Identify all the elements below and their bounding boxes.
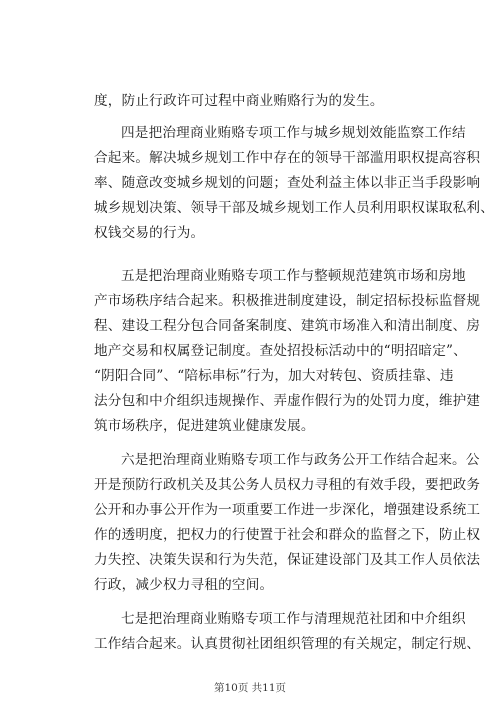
- paragraph-4-line: 公开和办事公开作为一项重要工作进一步深化，增强建设系统工: [94, 502, 481, 518]
- paragraph-2-line: 四是把治理商业贿赂专项工作与城乡规划效能监察工作结: [121, 125, 466, 141]
- paragraph-3-line: 程、建设工程分包合同备案制度、建筑市场准入和清出制度、房: [94, 318, 481, 334]
- paragraph-4-line: 作的透明度，把权力的行使置于社会和群众的监督之下，防止权: [94, 527, 481, 543]
- paragraph-3-line: 五是把治理商业贿赂专项工作与整顿规范建筑市场和房地: [121, 268, 466, 284]
- paragraph-1-line: 度，防止行政许可过程中商业贿赂行为的发生。: [94, 93, 384, 109]
- paragraph-5-line: 工作结合起来。认真贯彻社团组织管理的有关规定，制定行规、: [94, 636, 481, 652]
- paragraph-2-line: 合起来。解决城乡规划工作中存在的领导干部滥用职权提高容积: [94, 150, 481, 166]
- paragraph-3-line: “阴阳合同”、“陪标串标”行为，加大对转包、资质挂靠、违: [94, 368, 454, 384]
- paragraph-2-line: 权钱交易的行为。: [94, 225, 205, 241]
- paragraph-4-line: 开是预防行政机关及其公务人员权力寻租的有效手段，要把政务: [94, 477, 481, 493]
- paragraph-4-line: 六是把治理商业贿赂专项工作与政务公开工作结合起来。公: [121, 452, 480, 468]
- paragraph-3-line: 筑市场秩序，促进建筑业健康发展。: [94, 418, 315, 434]
- paragraph-4-line: 行政，减少权力寻租的空间。: [94, 577, 274, 593]
- paragraph-3-line: 法分包和中介组织违规操作、弄虚作假行为的处罚力度，维护建: [94, 393, 481, 409]
- page-footer: 第10页 共11页: [213, 682, 287, 694]
- paragraph-3-line: 产市场秩序结合起来。积极推进制度建设，制定招标投标监督规: [94, 293, 481, 309]
- paragraph-3-line: 地产交易和权属登记制度。查处招投标活动中的“明招暗定”、: [94, 343, 467, 359]
- paragraph-5-line: 七是把治理商业贿赂专项工作与清理规范社团和中介组织: [121, 611, 466, 627]
- paragraph-2-line: 城乡规划决策、领导干部及城乡规划工作人员利用职权谋取私利、: [94, 200, 495, 216]
- paragraph-2-line: 率、随意改变城乡规划的问题；查处利益主体以非正当手段影响: [94, 175, 481, 191]
- paragraph-4-line: 力失控、决策失误和行为失范，保证建设部门及其工作人员依法: [94, 552, 481, 568]
